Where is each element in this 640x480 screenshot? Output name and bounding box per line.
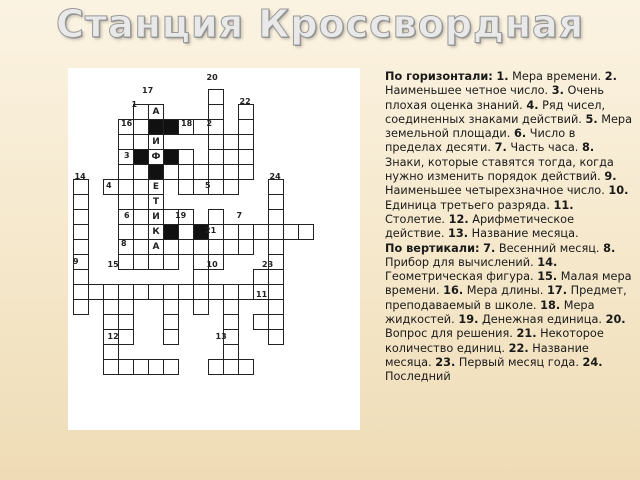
clue-text: Мера земельной площади. [385, 112, 633, 141]
crossword-cell [238, 239, 254, 255]
crossword-cell [133, 254, 149, 270]
crossword-cell [118, 314, 134, 330]
crossword-cell [178, 164, 194, 180]
clue-item [448, 227, 579, 240]
crossword-cell [88, 284, 104, 300]
crossword-cell: Е [148, 179, 164, 195]
crossword-cell [268, 269, 284, 285]
clue-number-label: 2 [206, 119, 213, 128]
crossword-cell [163, 254, 179, 270]
clue-number: 8. [581, 141, 595, 155]
clue-number: 18. [540, 298, 561, 312]
crossword-cell: Ф [148, 149, 164, 165]
crossword-cell [163, 119, 179, 135]
clue-text: Название месяца. [471, 227, 579, 241]
crossword-cell [163, 329, 179, 345]
clue-text: Вопрос для решения. [385, 327, 513, 341]
crossword-cell [268, 239, 284, 255]
crossword-cell [178, 284, 194, 300]
crossword-cell [118, 224, 134, 240]
crossword-cell [223, 179, 239, 195]
crossword-cell [193, 284, 209, 300]
crossword-cell [118, 194, 134, 210]
crossword-cell [193, 299, 209, 315]
clue-number: 7. [483, 241, 496, 255]
clue-item [483, 242, 599, 255]
crossword-cell: К [148, 224, 164, 240]
clue-text: Первый месяц года. [458, 355, 579, 369]
crossword-cell [163, 239, 179, 255]
clue-item [458, 313, 602, 326]
clue-text: Очень плохая оценка знаний. [385, 84, 605, 112]
crossword-cell [208, 104, 224, 120]
clue-number: 3. [551, 84, 564, 98]
clue-number-label: 5 [205, 180, 211, 190]
clue-number-label: 6 [124, 210, 130, 220]
crossword-cell [223, 284, 239, 300]
crossword-cell [133, 164, 149, 180]
crossword-cell [268, 284, 284, 300]
crossword-cell [208, 134, 224, 150]
crossword-cell [133, 359, 149, 375]
crossword-cell [208, 209, 224, 225]
clue-text: Мера времени. [512, 70, 602, 83]
clue-number: 9. [604, 170, 617, 184]
clue-item [435, 356, 579, 369]
crossword-cell [223, 134, 239, 150]
clue-number: 23. [435, 355, 456, 369]
clue-number-label: 11 [256, 290, 268, 299]
clue-number-label: 18 [181, 119, 193, 128]
clue-number: 20. [605, 313, 626, 327]
clue-text: Ряд чисел, соединенных знаками действий. [385, 98, 606, 126]
clue-text: Наименьшее четное число. [385, 84, 549, 98]
crossword-cell [208, 359, 224, 375]
crossword-cell [238, 224, 254, 240]
crossword-cell [253, 314, 269, 330]
crossword-cell [283, 224, 299, 240]
crossword-cell [223, 344, 239, 360]
clue-number-label: 4 [106, 180, 112, 190]
crossword-cell: И [148, 134, 164, 150]
vertical-clues [385, 242, 635, 385]
clue-item [496, 70, 601, 83]
crossword-cell [133, 239, 149, 255]
crossword-cell [238, 284, 254, 300]
crossword-cell [268, 224, 284, 240]
crossword-cell [163, 164, 179, 180]
crossword-grid [68, 68, 360, 430]
clue-number: 16. [443, 284, 464, 298]
crossword-cell [193, 239, 209, 255]
crossword-image [68, 68, 360, 430]
crossword-cell: Т [148, 194, 164, 210]
crossword-cell [208, 284, 224, 300]
clue-text: Геометрическая фигура. [385, 270, 534, 284]
crossword-cell [73, 299, 89, 315]
crossword-cell [163, 149, 179, 165]
crossword-cell [118, 134, 134, 150]
clue-number-label: 17 [142, 86, 154, 95]
crossword-cell [118, 254, 134, 270]
crossword-cell [133, 284, 149, 300]
clue-text: Некоторое количество единиц. [385, 327, 604, 355]
crossword-cell [193, 269, 209, 285]
crossword-cell [178, 149, 194, 165]
crossword-cell [118, 329, 134, 345]
crossword-cell: А [148, 239, 164, 255]
crossword-cell [103, 299, 119, 315]
crossword-cell [73, 284, 89, 300]
clue-text: Часть часа. [510, 141, 579, 155]
crossword-cell [208, 89, 224, 105]
clue-number: 7. [494, 141, 507, 155]
crossword-cell [103, 344, 119, 360]
clue-number: 6. [513, 127, 527, 141]
crossword-cell [133, 119, 149, 135]
crossword-cell [163, 359, 179, 375]
clue-number-label: 16 [121, 119, 133, 128]
clue-number-label: 10 [206, 260, 218, 269]
clue-text: Денежная единица. [481, 313, 602, 327]
clue-number: 10. [608, 184, 629, 198]
crossword-cell [133, 149, 149, 165]
crossword-cell [223, 299, 239, 315]
clue-number: 12. [448, 212, 469, 226]
crossword-cell [238, 134, 254, 150]
crossword-cell [268, 299, 284, 315]
clue-text: Мера жидкостей. [385, 298, 595, 327]
clue-text: Предмет, преподаваемый в школе. [385, 284, 627, 312]
clue-number-label: 14 [74, 171, 86, 181]
crossword-cell [73, 209, 89, 225]
crossword-cell [238, 119, 254, 135]
clue-number: 4. [526, 98, 539, 112]
clue-number-label: 12 [107, 332, 119, 341]
clue-number-label: 1 [131, 99, 138, 109]
crossword-cell [103, 284, 119, 300]
crossword-cell [238, 359, 254, 375]
clue-number-label: 8 [121, 239, 127, 248]
clue-number-label: 3 [124, 150, 130, 160]
crossword-cell [208, 239, 224, 255]
horizontal-heading: По горизонтали: [385, 70, 493, 83]
clue-number: 13. [448, 227, 469, 241]
clue-number: 19. [458, 313, 479, 327]
crossword-cell [118, 299, 134, 315]
clue-number: 22. [508, 341, 529, 355]
clue-number-label: 21 [205, 225, 217, 235]
crossword-cell [163, 224, 179, 240]
crossword-cell [253, 269, 269, 285]
horizontal-clues [385, 70, 635, 242]
crossword-cell: И [148, 209, 164, 225]
crossword-cell [73, 269, 89, 285]
crossword-cell [223, 314, 239, 330]
clue-text: Название месяца. [385, 341, 589, 369]
crossword-cell [178, 224, 194, 240]
clue-text: Последний [385, 370, 451, 384]
clue-number-label: 22 [239, 96, 251, 106]
crossword-cell [73, 224, 89, 240]
clue-text: Единица третьего разряда. [385, 198, 550, 212]
crossword-cell [268, 194, 284, 210]
crossword-cell [118, 179, 134, 195]
clue-number: 8. [603, 241, 616, 255]
crossword-cell [223, 239, 239, 255]
clue-number-label: 9 [73, 257, 79, 266]
crossword-cell: А [148, 104, 164, 120]
crossword-cell [253, 224, 269, 240]
crossword-cell [268, 209, 284, 225]
crossword-cell [298, 224, 314, 240]
page-title: Станция Кроссвордная [56, 2, 584, 46]
crossword-cell [133, 209, 149, 225]
crossword-cell [223, 164, 239, 180]
crossword-cell [163, 314, 179, 330]
crossword-cell [268, 314, 284, 330]
clue-text: Столетие. [385, 212, 446, 226]
clue-item [495, 141, 579, 154]
clue-number: 17. [547, 284, 568, 298]
crossword-cell [148, 359, 164, 375]
clue-number: 21. [516, 327, 537, 341]
crossword-cell [223, 359, 239, 375]
crossword-cell [133, 179, 149, 195]
clue-text: Знаки, которые ставятся тогда, когда нужно изменить порядок действий. [385, 155, 614, 184]
clue-number-label: 23 [262, 260, 274, 269]
crossword-cell [163, 299, 179, 315]
clue-text: Весенний месяц. [498, 241, 600, 255]
crossword-cell [223, 224, 239, 240]
crossword-cell [238, 149, 254, 165]
clue-number-label: 7 [236, 210, 243, 220]
clue-text: Мера длины. [466, 284, 544, 298]
crossword-cell [133, 224, 149, 240]
clue-number: 11. [553, 198, 574, 212]
clue-number-label: 20 [206, 72, 218, 82]
clue-number: 2. [604, 70, 617, 83]
crossword-cell [118, 359, 134, 375]
clue-number-label: 19 [175, 210, 187, 220]
vertical-heading: По вертикали: [385, 241, 480, 255]
crossword-cell [268, 329, 284, 345]
crossword-cell [163, 284, 179, 300]
crossword-cell [208, 149, 224, 165]
clues-panel [385, 70, 635, 480]
crossword-cell [178, 239, 194, 255]
clue-number: 5. [585, 112, 598, 126]
clue-text: Прибор для вычислений. [385, 255, 534, 269]
clue-item [443, 284, 543, 297]
crossword-cell [148, 119, 164, 135]
clue-text: Арифметическое действие. [385, 212, 575, 241]
crossword-cell [103, 359, 119, 375]
crossword-cell [148, 164, 164, 180]
crossword-cell [118, 284, 134, 300]
crossword-cell [118, 164, 134, 180]
crossword-cell [73, 194, 89, 210]
crossword-cell [148, 284, 164, 300]
crossword-cell [73, 239, 89, 255]
crossword-cell [178, 179, 194, 195]
clue-number: 1. [496, 70, 509, 83]
clue-number-label: 24 [269, 171, 281, 181]
clue-number: 15. [537, 270, 558, 284]
crossword-cell [238, 164, 254, 180]
clue-number-label: 15 [107, 260, 119, 269]
clue-text: Число в пределах десяти. [385, 127, 576, 155]
clue-number: 14. [537, 255, 558, 269]
clue-number: 24. [582, 355, 603, 369]
clue-text: Малая мера времени. [385, 270, 632, 298]
clue-text: Наименьшее четырехзначное число. [385, 184, 605, 198]
crossword-cell [148, 254, 164, 270]
crossword-cell [103, 314, 119, 330]
crossword-cell [193, 164, 209, 180]
clue-number-label: 13 [215, 332, 227, 341]
